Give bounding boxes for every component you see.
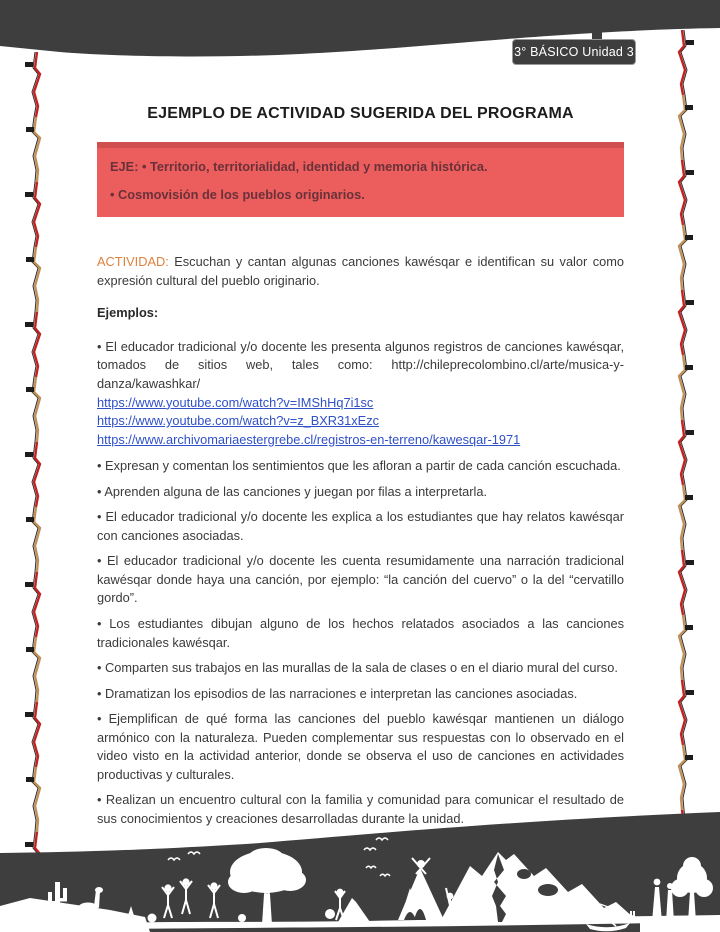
resource-links [97,394,624,450]
side-border-right [676,30,694,818]
activity-paragraph [97,253,624,290]
activity-text: Escuchan y cantan algunas canciones kawésqar e identifican su valor como expresión cultural del pueblo originario. [97,254,624,288]
page-title: EJEMPLO DE ACTIVIDAD SUGERIDA DEL PROGRAMA [147,105,574,122]
bullet-item: • El educador tradicional y/o docente les presenta algunos registros de canciones kawésqar, tomados de sitios web, tales como: http://chileprecolombino.cl/arte/musica-y-danza/kawashkar/ [97,338,624,392]
bush [148,914,157,923]
resource-link-youtube-2[interactable]: https://www.youtube.com/watch?v=z_BXR31xEzc [97,413,380,429]
activity-label: ACTIVIDAD: [97,254,169,270]
bush [325,909,335,919]
eje-line: • Cosmovisión de los pueblos originarios. [110,186,365,202]
resource-link-archivo[interactable]: https://www.archivomariaestergrebe.cl/registros-en-terreno/kawesqar-1971 [97,431,521,447]
bottom-silhouette-art [0,810,720,932]
bush [108,912,116,920]
eje-line: EJE: • Territorio, territorialidad, identidad y memoria histórica. [110,159,488,175]
bullet-item: • Ejemplifican de qué forma las canciones del pueblo kawésqar mantienen un diálogo armónico con la naturaleza. Pueden complementar sus respuestas con lo observado en el video visto en la actividad anterior, donde se observa el uso de canciones en actividades productivas y culturales. [97,711,624,782]
mountain-shadow [538,884,558,896]
bush [238,914,246,922]
bullet-item: • Aprenden alguna de las canciones y juegan por filas a interpretarla. [97,483,488,499]
bullet-item: • Realizan un encuentro cultural con la familia y comunidad para comunicar el resultado de sus conocimientos y creaciones desarrolladas durante la unidad. [97,792,624,826]
side-border-left [25,52,43,858]
resource-link-youtube-1[interactable]: https://www.youtube.com/watch?v=IMShHq7i1sc [97,394,374,410]
eje-box [97,142,624,217]
bullet-item: • Dramatizan los episodios de las narraciones e interpretan las canciones asociadas. [97,685,578,701]
bullet-item: • Comparten sus trabajos en las murallas de la sala de clases o en el diario mural del curso. [97,660,618,676]
bullet-item: • Expresan y comentan los sentimientos que les afloran a partir de cada canción escuchada. [97,458,621,474]
bullet-item: • El educador tradicional y/o docente les explica a los estudiantes que hay relatos kawésqar con canciones asociadas. [97,509,624,543]
unit-badge: 3° BÁSICO Unidad 3 [512,39,636,65]
content-column [97,0,624,829]
bullet-item: • El educador tradicional y/o docente les cuenta resumidamente una narración tradicional kawésqar donde haya una canción, por ejemplo: “la canción del cuervo” o la del “cervatillo gordo”. [97,553,624,606]
examples-heading: Ejemplos: [97,305,159,321]
mountain-shadow [517,869,531,879]
bullet-item: • Los estudiantes dibujan alguno de los hechos relatados asociados a las canciones tradicionales kawésqar. [97,616,624,650]
